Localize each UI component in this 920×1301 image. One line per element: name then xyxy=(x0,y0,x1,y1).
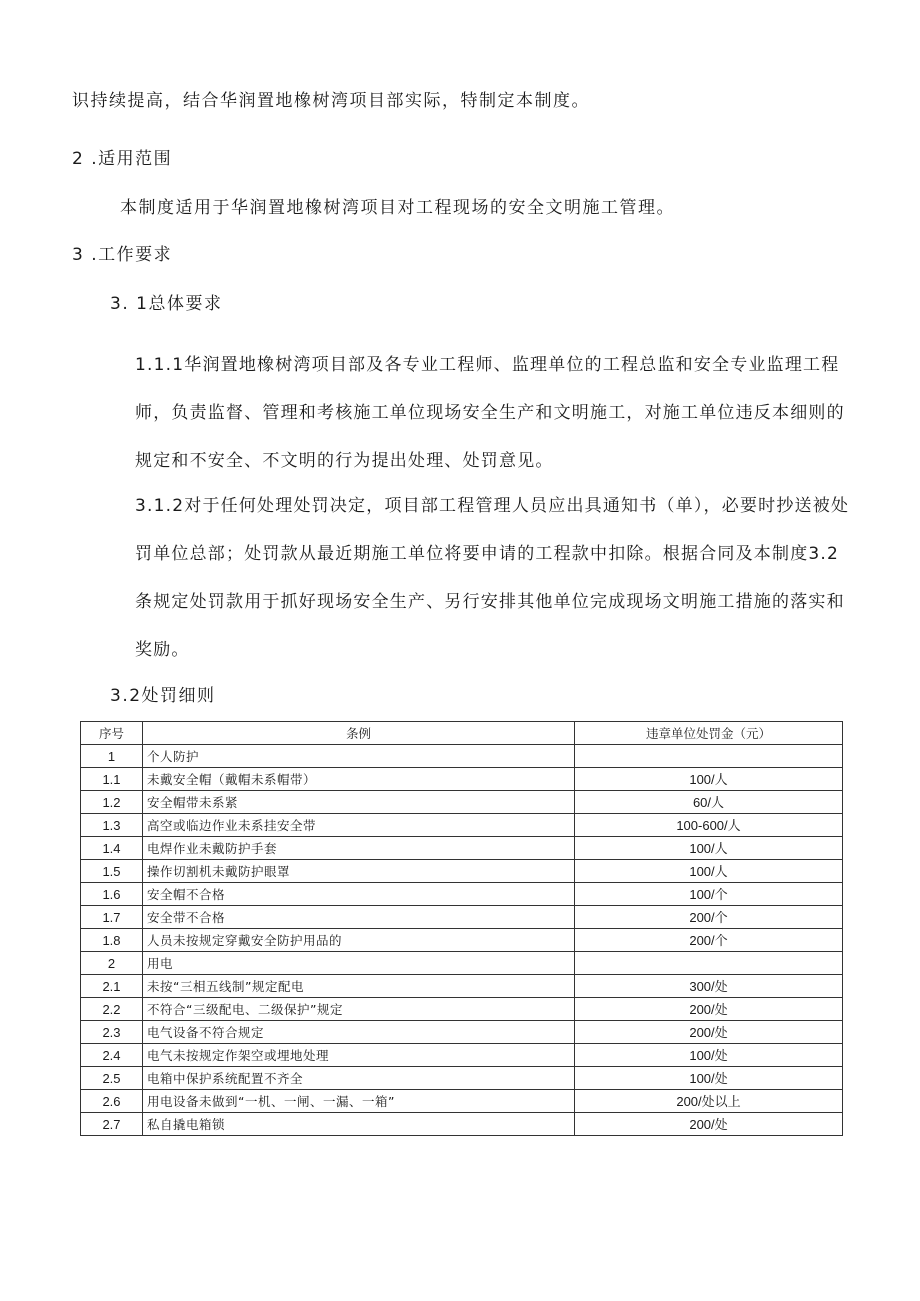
row-number: 2.5 xyxy=(81,1067,143,1090)
row-fine: 100-600/人 xyxy=(575,814,843,837)
subsection-3-1-heading: 3. 1总体要求 xyxy=(110,294,223,314)
row-number: 1.1 xyxy=(81,768,143,791)
row-clause: 高空或临边作业未系挂安全带 xyxy=(143,814,575,837)
row-fine: 100/人 xyxy=(575,837,843,860)
row-number: 1.6 xyxy=(81,883,143,906)
row-number: 1.3 xyxy=(81,814,143,837)
row-number: 1.4 xyxy=(81,837,143,860)
section-2-heading: 2 .适用范围 xyxy=(72,149,173,169)
row-clause: 安全带不合格 xyxy=(143,906,575,929)
table-row xyxy=(81,1067,843,1090)
row-fine: 300/处 xyxy=(575,975,843,998)
table-row xyxy=(81,1021,843,1044)
table-header-row xyxy=(81,722,843,745)
penalty-table xyxy=(80,721,843,1136)
row-clause: 未按“三相五线制”规定配电 xyxy=(143,975,575,998)
row-clause: 用电设备未做到“一机、一闸、一漏、一箱” xyxy=(143,1090,575,1113)
subsection-3-2-heading: 3.2处罚细则 xyxy=(110,686,216,706)
row-number: 2 xyxy=(81,952,143,975)
row-number: 1 xyxy=(81,745,143,768)
section-3-heading: 3 .工作要求 xyxy=(72,245,173,265)
row-fine xyxy=(575,952,843,975)
row-fine xyxy=(575,745,843,768)
row-number: 1.5 xyxy=(81,860,143,883)
clause-3-1-2: 3.1.2对于任何处理处罚决定，项目部工程管理人员应出具通知书（单），必要时抄送被处罚单位总部；处罚款从最近期施工单位将要申请的工程款中扣除。根据合同及本制度3.2条规定处罚款用于抓好现场安全生产、另行安排其他单位完成现场文明施工措施的落实和奖励。 xyxy=(135,496,850,660)
row-clause: 电气未按规定作架空或埋地处理 xyxy=(143,1044,575,1067)
table-row xyxy=(81,929,843,952)
row-clause: 不符合“三级配电、二级保护”规定 xyxy=(143,998,575,1021)
row-number: 1.7 xyxy=(81,906,143,929)
table-row xyxy=(81,814,843,837)
row-number: 2.6 xyxy=(81,1090,143,1113)
row-fine: 200/处 xyxy=(575,1113,843,1136)
section-2-body: 本制度适用于华润置地橡树湾项目对工程现场的安全文明施工管理。 xyxy=(120,198,675,218)
table-row xyxy=(81,975,843,998)
row-fine: 200/个 xyxy=(575,906,843,929)
row-number: 2.3 xyxy=(81,1021,143,1044)
row-fine: 100/人 xyxy=(575,860,843,883)
table-row xyxy=(81,791,843,814)
row-number: 2.1 xyxy=(81,975,143,998)
row-fine: 200/处 xyxy=(575,998,843,1021)
row-clause: 电箱中保护系统配置不齐全 xyxy=(143,1067,575,1090)
table-row xyxy=(81,745,843,768)
table-row xyxy=(81,1044,843,1067)
row-fine: 60/人 xyxy=(575,791,843,814)
row-clause: 电焊作业未戴防护手套 xyxy=(143,837,575,860)
row-number: 2.7 xyxy=(81,1113,143,1136)
intro-paragraph: 识持续提高，结合华润置地橡树湾项目部实际，特制定本制度。 xyxy=(72,91,590,111)
row-fine: 200/处以上 xyxy=(575,1090,843,1113)
table-row xyxy=(81,1090,843,1113)
row-number: 1.2 xyxy=(81,791,143,814)
header-fine: 违章单位处罚金（元） xyxy=(575,722,843,745)
table-row xyxy=(81,906,843,929)
row-fine: 100/处 xyxy=(575,1044,843,1067)
row-fine: 100/处 xyxy=(575,1067,843,1090)
table-row xyxy=(81,998,843,1021)
row-number: 2.2 xyxy=(81,998,143,1021)
row-clause: 操作切割机未戴防护眼罩 xyxy=(143,860,575,883)
row-number: 2.4 xyxy=(81,1044,143,1067)
row-fine: 100/人 xyxy=(575,768,843,791)
row-clause: 安全帽不合格 xyxy=(143,883,575,906)
row-fine: 200/个 xyxy=(575,929,843,952)
row-clause: 安全帽带未系紧 xyxy=(143,791,575,814)
clause-3-1-1: 1.1.1华润置地橡树湾项目部及各专业工程师、监理单位的工程总监和安全专业监理工程师，负责监督、管理和考核施工单位现场安全生产和文明施工，对施工单位违反本细则的规定和不安全、不文明的行为提出处理、处罚意见。 xyxy=(135,355,845,471)
table-row xyxy=(81,768,843,791)
table-row xyxy=(81,952,843,975)
row-number: 1.8 xyxy=(81,929,143,952)
row-clause: 私自撬电箱锁 xyxy=(143,1113,575,1136)
header-clause: 条例 xyxy=(143,722,575,745)
row-clause: 电气设备不符合规定 xyxy=(143,1021,575,1044)
table-row xyxy=(81,837,843,860)
table-row xyxy=(81,860,843,883)
row-clause: 未戴安全帽（戴帽未系帽带） xyxy=(143,768,575,791)
table-row xyxy=(81,883,843,906)
row-fine: 100/个 xyxy=(575,883,843,906)
row-clause: 用电 xyxy=(143,952,575,975)
row-fine: 200/处 xyxy=(575,1021,843,1044)
row-clause: 人员未按规定穿戴安全防护用品的 xyxy=(143,929,575,952)
table-row xyxy=(81,1113,843,1136)
row-clause: 个人防护 xyxy=(143,745,575,768)
header-number: 序号 xyxy=(81,722,143,745)
